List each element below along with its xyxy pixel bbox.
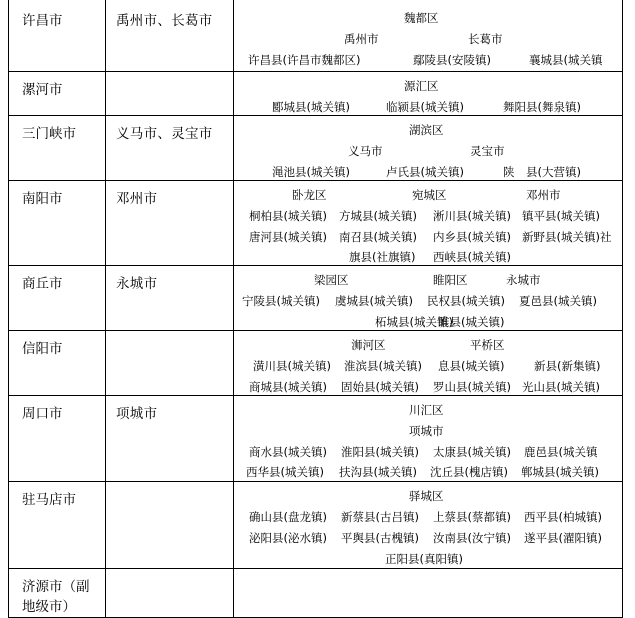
city-name: 驻马店市 [22,492,76,508]
county-level-cities [106,72,233,80]
city-name: 济源市（副地级市） [22,579,90,615]
entry-item: 舞阳县(舞泉镇) [503,100,581,114]
county-level-cities [106,331,233,339]
table-row [9,181,623,266]
entry-line [234,400,622,421]
entry-item: 新蔡县(古吕镇) [341,510,419,524]
entry-item: 郸城县(城关镇) [521,465,599,479]
entry-item: 光山县(城关镇) [522,380,600,394]
city-name: 三门峡市 [22,126,76,142]
entry-item: 民权县(城关镇) [427,294,505,308]
entry-item: 新县(新集镇) [534,359,601,373]
county-level-cities: 永城市 [116,276,158,292]
entry-item: 宛城区 [412,188,447,202]
districts-counties-list [234,0,622,71]
entry-item: 梁园区 [314,273,349,287]
entry-item: 鹿邑县(城关镇 [524,445,598,459]
city-name: 许昌市 [22,13,63,29]
entry-item: 西峡县(城关镇) [433,250,511,264]
districts-counties-cell [234,0,623,72]
entry-item: 卧龙区 [292,188,327,202]
entry-line [234,206,622,227]
entry-item: 上蔡县(蔡都镇) [433,510,511,524]
entry-item: 固始县(城关镇) [341,380,419,394]
entry-item: 夏邑县(城关镇) [519,294,597,308]
county-level-cities: 邓州市 [116,191,158,207]
districts-counties-cell [234,331,623,396]
county-level-cities [106,569,233,577]
districts-counties-list [234,569,622,611]
entry-line [234,377,622,398]
entry-item: 睢县(城关镇) [438,315,505,329]
entry-item: 桐柏县(城关镇) [249,209,327,223]
county-level-city-cell [106,181,234,266]
city-cell [9,569,106,618]
districts-counties-cell [234,396,623,482]
county-level-city-cell [106,482,234,569]
districts-counties-list [234,331,622,395]
entry-item: 驿城区 [409,489,444,503]
entry-line [234,421,622,442]
entry-item: 确山县(盘龙镇) [249,510,327,524]
entry-item: 太康县(城关镇) [433,445,511,459]
entry-item: 西华县(城关镇) [246,465,324,479]
table-row [9,331,623,396]
city-name: 漯河市 [22,82,63,98]
city-name: 南阳市 [22,191,63,207]
entry-line [234,528,622,549]
table-body [9,0,623,618]
county-level-cities: 项城市 [116,406,158,422]
entry-line [234,247,622,268]
entry-item: 陕 县(大营镇) [503,165,581,179]
entry-item: 正阳县(真阳镇) [385,552,463,566]
county-level-cities: 义马市、灵宝市 [116,126,213,142]
county-level-cities: 禹州市、长葛市 [116,13,213,29]
districts-counties-cell [234,72,623,116]
entry-line [234,162,622,183]
table-row [9,72,623,116]
entry-line [234,549,622,570]
entry-item: 息县(城关镇) [438,359,505,373]
entry-item: 唐河县(城关镇) [249,230,327,244]
entry-item: 湖滨区 [409,123,444,137]
districts-counties-list [234,396,622,481]
entry-item: 旗县(社旗镇) [349,250,416,264]
table-row [9,482,623,569]
entry-item: 浉河区 [351,338,386,352]
entry-line [234,312,622,333]
table-row [9,396,623,482]
entry-line [234,8,622,29]
county-level-city-cell [106,0,234,72]
entry-line [234,270,622,291]
city-name: 商丘市 [22,276,63,292]
entry-item: 郾城县(城关镇) [272,100,350,114]
entry-line [234,356,622,377]
entry-item: 淮阳县(城关镇) [341,445,419,459]
entry-item: 泌阳县(泌水镇) [249,531,327,545]
entry-item: 源汇区 [404,79,439,93]
entry-item: 邓州市 [526,188,561,202]
districts-counties-cell [234,116,623,181]
entry-item: 宁陵县(城关镇) [242,294,320,308]
entry-item: 淮滨县(城关镇) [344,359,422,373]
districts-counties-cell [234,266,623,331]
districts-counties-list [234,482,622,568]
entry-item: 鄢陵县(安陵镇) [413,53,491,67]
districts-counties-list [234,116,622,180]
city-cell [9,72,106,116]
entry-item: 虞城县(城关镇) [335,294,413,308]
entry-line [234,486,622,507]
entry-item: 禹州市 [344,32,379,46]
city-cell [9,266,106,331]
entry-item: 川汇区 [409,403,444,417]
entry-line [234,442,622,463]
entry-line [234,97,622,118]
table-row [9,116,623,181]
entry-line [234,120,622,141]
entry-line [234,462,622,483]
entry-item: 平舆县(古槐镇) [341,531,419,545]
entry-item: 卢氏县(城关镇) [386,165,464,179]
entry-item: 魏都区 [404,11,439,25]
table-row [9,266,623,331]
entry-item: 西平县(柏城镇) [524,510,602,524]
entry-item: 临颍县(城关镇) [386,100,464,114]
districts-counties-list [234,266,622,330]
entry-item: 沈丘县(槐店镇) [430,465,508,479]
entry-item: 潢川县(城关镇) [253,359,331,373]
entry-item: 汝南县(汝宁镇) [433,531,511,545]
districts-counties-cell [234,181,623,266]
entry-item: 襄城县(城关镇 [529,53,603,67]
entry-item: 内乡县(城关镇) [433,230,511,244]
entry-item: 平桥区 [470,338,505,352]
entry-item: 项城市 [409,424,444,438]
city-name: 周口市 [22,406,63,422]
entry-item: 渑池县(城关镇) [272,165,350,179]
entry-item: 新野县(城关镇)社 [522,230,612,244]
entry-item: 方城县(城关镇) [339,209,417,223]
county-level-city-cell [106,331,234,396]
entry-item: 灵宝市 [470,144,505,158]
entry-item: 义马市 [348,144,383,158]
districts-counties-cell [234,482,623,569]
table-row [9,569,623,618]
city-name: 信阳市 [22,341,63,357]
city-cell [9,0,106,72]
entry-item: 柘城县(城关镇) [375,315,453,329]
entry-item: 许昌县(许昌市魏都区) [248,53,361,67]
city-cell [9,116,106,181]
entry-line [234,29,622,50]
entry-item: 镇平县(城关镇) [522,209,600,223]
entry-item: 扶沟县(城关镇) [339,465,417,479]
districts-counties-list [234,181,622,265]
entry-item: 商水县(城关镇) [249,445,327,459]
admin-division-table [8,0,623,618]
entry-item: 南召县(城关镇) [339,230,417,244]
entry-line [234,507,622,528]
entry-line [234,185,622,206]
entry-item: 罗山县(城关镇) [433,380,511,394]
city-cell [9,331,106,396]
districts-counties-cell [234,569,623,618]
county-level-city-cell [106,266,234,331]
county-level-cities [106,482,233,490]
entry-item: 睢阳区 [433,273,468,287]
entry-line [234,76,622,97]
entry-line [234,227,622,248]
city-cell [9,482,106,569]
entry-line [234,141,622,162]
entry-item: 遂平县(濯阳镇) [524,531,602,545]
entry-line [234,50,622,71]
entry-item: 长葛市 [468,32,503,46]
entry-item: 永城市 [506,273,541,287]
county-level-city-cell [106,396,234,482]
districts-counties-list [234,72,622,115]
city-cell [9,181,106,266]
county-level-city-cell [106,72,234,116]
county-level-city-cell [106,569,234,618]
entry-line [234,335,622,356]
city-cell [9,396,106,482]
table-row [9,0,623,72]
entry-item: 淅川县(城关镇) [433,209,511,223]
county-level-city-cell [106,116,234,181]
entry-line [234,291,622,312]
entry-item: 商城县(城关镇) [249,380,327,394]
